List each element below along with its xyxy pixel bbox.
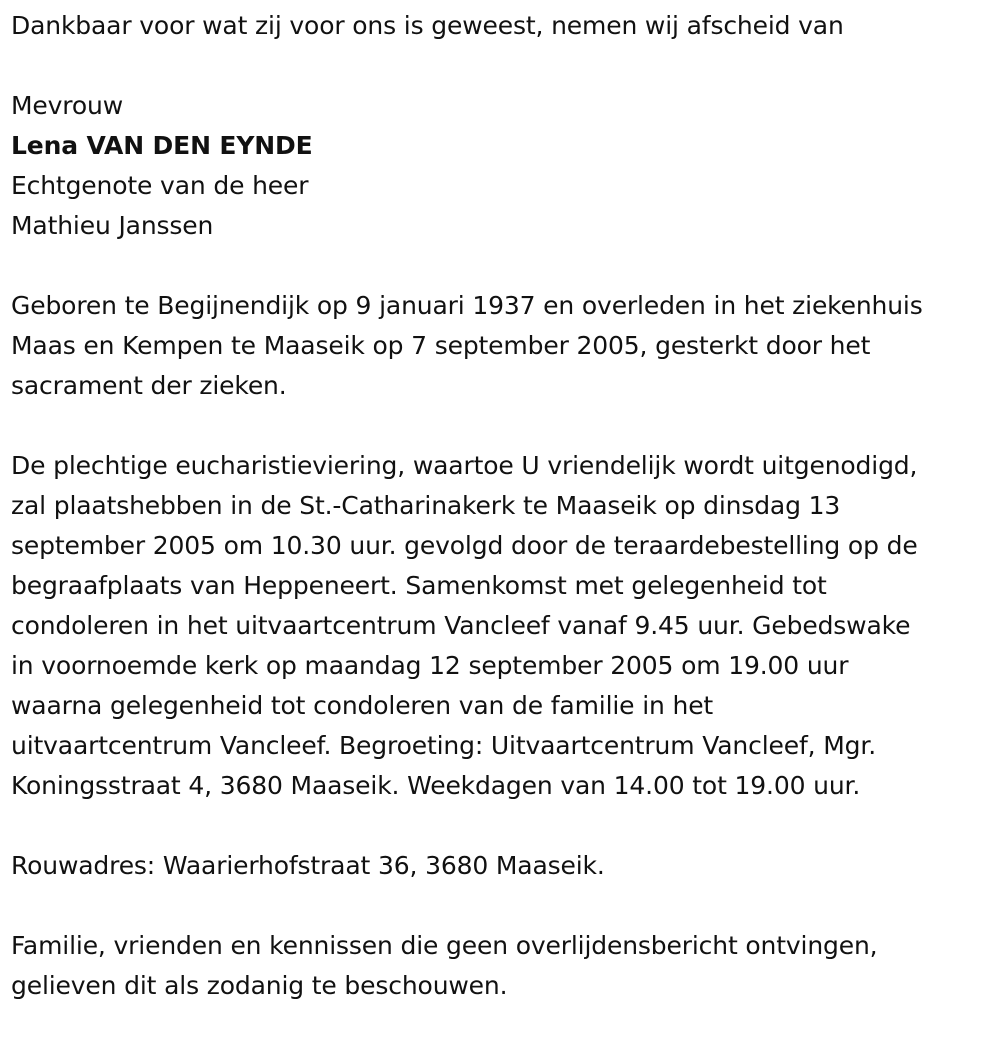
paragraph-line: sacrament der zieken. bbox=[11, 371, 287, 400]
relation-line-2: Mathieu Janssen bbox=[11, 211, 214, 240]
deceased-name: Lena VAN DEN EYNDE bbox=[11, 131, 313, 160]
mourning-address: Rouwadres: Waarierhofstraat 36, 3680 Maaseik. bbox=[11, 851, 605, 880]
ceremony-paragraph bbox=[11, 446, 990, 806]
paragraph-line: Maas en Kempen te Maaseik op 7 september 2005, gesterkt door het bbox=[11, 331, 871, 360]
spacer bbox=[11, 406, 990, 446]
spacer bbox=[11, 886, 990, 926]
paragraph-line: september 2005 om 10.30 uur. gevolgd door de teraardebestelling op de bbox=[11, 531, 918, 560]
paragraph-line: Koningsstraat 4, 3680 Maaseik. Weekdagen van 14.00 tot 19.00 uur. bbox=[11, 771, 861, 800]
paragraph-line: gelieven dit als zodanig te beschouwen. bbox=[11, 971, 508, 1000]
paragraph-line: condoleren in het uitvaartcentrum Vancleef vanaf 9.45 uur. Gebedswake bbox=[11, 611, 911, 640]
paragraph-line: De plechtige eucharistieviering, waartoe U vriendelijk wordt uitgenodigd, bbox=[11, 451, 918, 480]
spacer bbox=[11, 46, 990, 86]
paragraph-line: in voornoemde kerk op maandag 12 september 2005 om 19.00 uur bbox=[11, 651, 849, 680]
paragraph-line: waarna gelegenheid tot condoleren van de familie in het bbox=[11, 691, 714, 720]
paragraph-line: Geboren te Begijnendijk op 9 januari 1937 en overleden in het ziekenhuis bbox=[11, 291, 923, 320]
paragraph-line: Familie, vrienden en kennissen die geen overlijdensbericht ontvingen, bbox=[11, 931, 878, 960]
paragraph-line: uitvaartcentrum Vancleef. Begroeting: Uitvaartcentrum Vancleef, Mgr. bbox=[11, 731, 876, 760]
spacer bbox=[11, 246, 990, 286]
spacer bbox=[11, 806, 990, 846]
paragraph-line: zal plaatshebben in de St.-Catharinakerk te Maaseik op dinsdag 13 bbox=[11, 491, 841, 520]
relation-line-1: Echtgenote van de heer bbox=[11, 171, 309, 200]
closing-paragraph bbox=[11, 926, 990, 1006]
intro-text: Dankbaar voor wat zij voor ons is geweest, nemen wij afscheid van bbox=[11, 11, 844, 40]
paragraph-line: begraafplaats van Heppeneert. Samenkomst met gelegenheid tot bbox=[11, 571, 827, 600]
salutation: Mevrouw bbox=[11, 91, 124, 120]
birth-death-paragraph bbox=[11, 286, 990, 406]
